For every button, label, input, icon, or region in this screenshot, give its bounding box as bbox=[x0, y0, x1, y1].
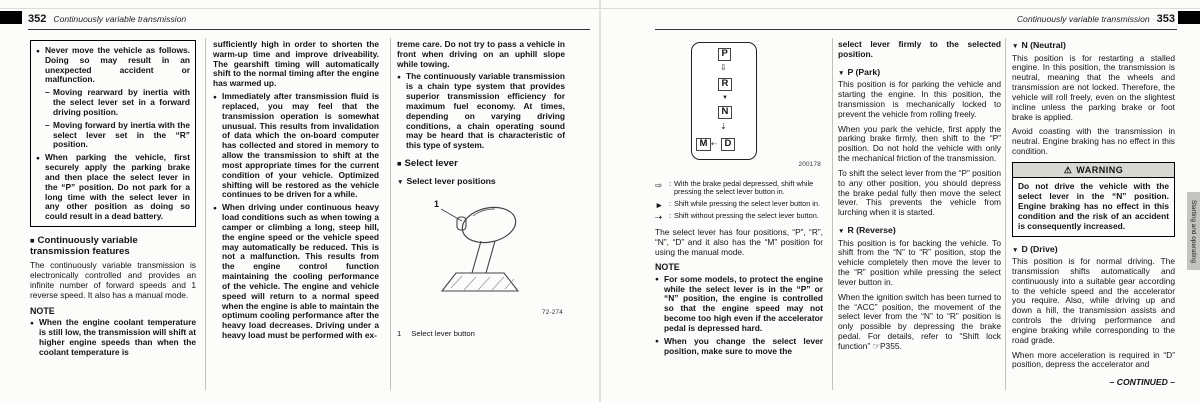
warning-label: WARNING bbox=[1076, 164, 1124, 175]
shift-gate-outline bbox=[691, 42, 757, 160]
right-page-title: Continuously variable transmission bbox=[1016, 14, 1150, 24]
gate-position-d: D bbox=[721, 138, 735, 151]
legend-text: Shift while pressing the select lever button in. bbox=[674, 198, 821, 208]
shift-gate-figure bbox=[655, 40, 823, 172]
bullet-icon: ● bbox=[36, 154, 40, 162]
caution-subitem bbox=[45, 121, 190, 150]
column-rule bbox=[1005, 38, 1006, 390]
features-paragraph: The continuously variable transmission is electronically controlled and provides an infinite number of forward speeds and 1 reverse speed. It also has a manual mode. bbox=[30, 260, 196, 300]
r-paragraph: This position is for backing the vehicle. To shift from the “N” to “R” position, stop the vehicle completely then move the lever to the “R” position while pressing the select lever button in. bbox=[838, 237, 1001, 287]
d-paragraph: When more acceleration is required in “D” position, depress the accelerator and bbox=[1012, 349, 1175, 370]
figure-caption bbox=[397, 329, 565, 338]
legend-item bbox=[655, 212, 823, 222]
figure-callout-number: 1 bbox=[434, 198, 440, 209]
bullet-icon: ● bbox=[213, 93, 217, 101]
bullet-icon: ● bbox=[655, 276, 659, 284]
section-heading-features bbox=[30, 235, 196, 257]
triangle-marker-icon: ▼ bbox=[838, 228, 845, 236]
note-text: Immediately after transmission fluid is replaced, you may feel that the transmission operation is somewhat unusual. This results from invalidation of data which the on-board computer has collected and stored in memory to allow the transmission to shift at the most appropriate times for the current condition of your vehicle. Optimized shifting will be restored as the vehicle continues to be driven for a while. bbox=[222, 91, 379, 200]
caution-item bbox=[36, 46, 190, 85]
legend-text: Shift without pressing the select lever button. bbox=[674, 211, 819, 221]
solid-down-arrow-icon: ▼ bbox=[722, 95, 728, 101]
note-label: NOTE bbox=[655, 262, 680, 273]
square-marker-icon: ■ bbox=[397, 159, 402, 169]
right-column-2 bbox=[838, 40, 1001, 357]
chapter-tab-label: Starting and operating bbox=[1190, 199, 1197, 263]
column-rule bbox=[205, 38, 206, 390]
left-column-2 bbox=[213, 40, 379, 344]
subheading-text: P (Park) bbox=[847, 66, 881, 77]
p-paragraph: To shift the select lever from the “P” position to any other position, you should depress the brake pedal fully then move the select lever. This prevents the vehicle from lurching when it is started. bbox=[838, 167, 1001, 218]
triangle-marker-icon: ▼ bbox=[1012, 43, 1019, 50]
page-gutter bbox=[599, 0, 601, 402]
bullet-icon: ● bbox=[655, 338, 659, 346]
continued-marker: – CONTINUED – bbox=[1109, 377, 1175, 387]
section-heading-text: Select lever bbox=[404, 158, 458, 170]
note-text: When the engine coolant temperature is still low, the transmission will shift at higher engine speeds than when the coolant temperature is bbox=[39, 317, 196, 357]
figure-code: 72-274 bbox=[541, 309, 563, 317]
note-item bbox=[213, 92, 379, 200]
subheading-text: D (Drive) bbox=[1021, 243, 1058, 254]
bullet-icon: ● bbox=[397, 73, 401, 81]
left-header-rule bbox=[28, 29, 590, 30]
note-text: When driving under continuous heavy load conditions such as when towing a camper or climbing a long, steep hill, the engine speed or the vehicle speed may automatically be reduced. This is not a malfunction. This results from the engine control function maintaining the cooling performance of the vehicle. The engine and vehicle speed will return to a normal speed when the engine is able to maintain the optimum cooling performance after the heavy load decreases. Driving under a heavy load must be performed with ex- bbox=[222, 202, 379, 341]
caption-number: 1 bbox=[397, 328, 402, 338]
note-item bbox=[397, 72, 565, 151]
gate-position-n: N bbox=[718, 106, 732, 119]
chapter-tab bbox=[1187, 192, 1200, 270]
subheading-n-neutral bbox=[1012, 40, 1175, 51]
warning-header bbox=[1013, 163, 1174, 179]
gate-position-r: R bbox=[718, 78, 732, 91]
gate-position-p: P bbox=[718, 48, 731, 61]
legend-item bbox=[655, 200, 823, 210]
d-paragraph: This position is for normal driving. The transmission shifts automatically and continuously into a suitable gear according to the vehicle speed and the accelerator you require. Also, while driving up and down a hill, the transmission assists and controls the driving performance and engine braking while corresponding to the road grade. bbox=[1012, 256, 1175, 345]
triangle-marker-icon: ▼ bbox=[838, 69, 845, 77]
figure-code: 200178 bbox=[798, 160, 821, 168]
note-item bbox=[655, 337, 823, 357]
note-text: For some models, to protect the engine while the select lever is in the “P” or “N” position, the engine is controlled so that the engine speed may not become too high even if the accelerator pedal is depressed hard. bbox=[664, 273, 823, 333]
caution-text: When parking the vehicle, first securely apply the parking brake and then place the select lever in the “P” position. Do not park for a long time with the select lever in any other position as doing so could result in a dead battery. bbox=[45, 152, 190, 222]
legend-text: With the brake pedal depressed, shift while pressing the select lever button in. bbox=[674, 179, 814, 197]
p-paragraph: This position is for parking the vehicle and starting the engine. In this position, the transmission is mechanically locked to prevent the vehicle from rolling freely. bbox=[838, 79, 1001, 119]
column-rule bbox=[390, 38, 391, 390]
bullet-icon: ● bbox=[213, 204, 217, 212]
n-paragraph: This position is for restarting a stalled engine. In this position, the transmission is neutral, meaning that the wheels and transmission are not locked. Therefore, the vehicle will roll freely, even on the slightest incline unless the parking brake or foot brake is applied. bbox=[1012, 52, 1175, 122]
lever-shaft-shape bbox=[472, 241, 495, 273]
left-column-3 bbox=[397, 40, 565, 338]
note-text: The continuously variable transmission is a chain type system that provides superior transmission efficiency for maximum fuel economy. At times, depending on varying driving conditions, a chain operating sound may be heard that is characteristic of this type of system. bbox=[406, 71, 565, 151]
triangle-marker-icon: ▼ bbox=[397, 179, 404, 187]
note-continuation: treme care. Do not try to pass a vehicle in front when driving on an uphill slope while towing. bbox=[397, 39, 565, 69]
bullet-icon: ● bbox=[36, 47, 40, 55]
right-column-1 bbox=[655, 40, 823, 359]
subheading-d-drive bbox=[1012, 244, 1175, 255]
right-column-3 bbox=[1012, 40, 1175, 375]
legend-colon: : bbox=[669, 198, 672, 208]
subheading-text: N (Neutral) bbox=[1021, 40, 1066, 50]
right-corner-mark bbox=[1178, 11, 1200, 24]
bullet-icon: ● bbox=[30, 319, 34, 327]
r-paragraph: When the ignition switch has been turned to the “ACC” position, the movement of the select lever from the “N” to “R” position is only possible by depressing the brake pedal. For details, refer to “Shift lock function” ☞P355. bbox=[838, 291, 1001, 351]
caution-subitem bbox=[45, 88, 190, 117]
note-text: When you change the select lever position, make sure to move the bbox=[664, 335, 823, 356]
white-down-arrow-icon: ⇩ bbox=[720, 63, 727, 72]
left-page-number: 352 bbox=[28, 13, 47, 25]
select-lever-illustration bbox=[406, 191, 556, 309]
note-continuation: sufficiently high in order to shorten the warm-up time and improve driveability. The gearshift timing will automatically shift to the normal timing after the engine has warmed up. bbox=[213, 39, 379, 89]
left-page-header bbox=[28, 13, 186, 25]
section-heading-select-lever bbox=[397, 158, 565, 169]
dashed-arrow-icon: ⇢ bbox=[655, 212, 663, 223]
legend-colon: : bbox=[669, 211, 672, 221]
square-marker-icon: ■ bbox=[30, 236, 35, 246]
section-heading-text: Continuously variable transmission features bbox=[30, 235, 138, 258]
warning-box bbox=[1012, 162, 1175, 237]
subheading-text: Select lever positions bbox=[406, 176, 496, 187]
warning-triangle-icon: ⚠ bbox=[1063, 164, 1073, 175]
note-label: NOTE bbox=[30, 305, 55, 316]
left-page-title: Continuously variable transmission bbox=[53, 14, 187, 24]
subheading-select-lever-positions bbox=[397, 176, 565, 187]
lever-boot-shape bbox=[442, 273, 518, 291]
right-header-rule bbox=[655, 29, 1177, 30]
dashed-down-arrow-icon: ⇣ bbox=[720, 122, 727, 131]
warning-text: Do not drive the vehicle with the select lever in the “N” position. Engine braking has no effect in this condition and the risk of an accident is consequently increased. bbox=[1018, 181, 1169, 231]
select-lever-figure bbox=[397, 191, 565, 321]
right-page-header bbox=[655, 13, 1175, 25]
right-page-number: 353 bbox=[1156, 13, 1175, 25]
subheading-text: R (Reverse) bbox=[847, 225, 896, 236]
caution-box bbox=[30, 40, 196, 227]
dashed-left-arrow-icon: ⇠ bbox=[711, 141, 717, 148]
subheading-p-park bbox=[838, 67, 1001, 78]
note-item bbox=[213, 203, 379, 341]
caption-text: Select lever button bbox=[411, 328, 475, 338]
legend-colon: : bbox=[669, 179, 672, 188]
dash-icon: – bbox=[45, 119, 50, 130]
dash-icon: – bbox=[45, 87, 50, 98]
caution-item bbox=[36, 153, 190, 222]
p-paragraph: When you park the vehicle, first apply the parking brake firmly, then shift to the “P” position. Do not hold the vehicle with only the mechanical friction of the transmission. bbox=[838, 123, 1001, 164]
column-rule bbox=[832, 38, 833, 390]
note-item bbox=[30, 318, 196, 357]
select-lever-intro: The select lever has four positions, “P”, “R”, “N”, “D” and it also has the “M” position for using the manual mode. bbox=[655, 226, 823, 257]
left-column-1 bbox=[30, 40, 196, 360]
caution-subtext: Moving forward by inertia with the select lever set in the “R” position. bbox=[53, 119, 190, 150]
caution-text: Never move the vehicle as follows. Doing so may result in an unexpected accident or malfunction. bbox=[45, 45, 190, 85]
left-corner-mark bbox=[0, 11, 22, 24]
note-continuation: select lever firmly to the selected position. bbox=[838, 39, 1001, 59]
triangle-marker-icon: ▼ bbox=[1012, 246, 1019, 254]
gate-position-m: M bbox=[696, 138, 711, 151]
n-paragraph: Avoid coasting with the transmission in neutral. Engine braking has no effect in this condition. bbox=[1012, 126, 1175, 157]
note-item bbox=[655, 275, 823, 334]
caution-subtext: Moving rearward by inertia with the select lever set in a forward driving position. bbox=[53, 87, 190, 117]
solid-arrow-icon: ► bbox=[655, 199, 664, 210]
subheading-r-reverse bbox=[838, 225, 1001, 236]
legend-item bbox=[655, 180, 823, 197]
white-arrow-icon: ⇨ bbox=[655, 180, 663, 190]
